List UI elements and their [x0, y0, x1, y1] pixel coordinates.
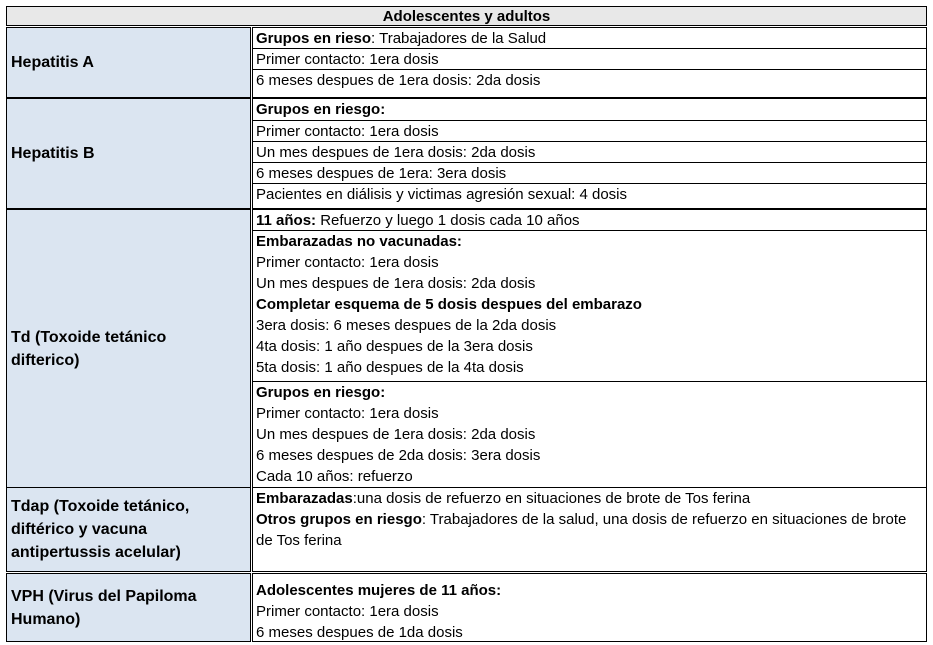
- vph-label-line-1: VPH (Virus del Papiloma: [11, 587, 197, 605]
- table-cell: [252, 27, 927, 49]
- cell-text: : Trabajadores de la salud, una dosis de refuerzo en situaciones de brote de Tos ferina: [256, 511, 907, 549]
- td-label-line-2: difterico): [11, 351, 80, 369]
- cell-heading: Grupos en riesgo:: [256, 384, 386, 401]
- cell-heading: Adolescentes mujeres de 11 años:: [256, 582, 502, 599]
- tdap-label-line-1: Tdap (Toxoide tetánico,: [11, 498, 190, 515]
- table-cell: [252, 69, 927, 98]
- table-cell: [252, 120, 927, 142]
- table-cell: [252, 209, 927, 231]
- row-label-hepatitis-a: [6, 27, 251, 98]
- table-cell: [252, 141, 927, 163]
- cell-heading: Completar esquema de 5 dosis despues del embarazo: [256, 296, 642, 313]
- cell-line: 6 meses despues de 2da dosis: 3era dosis: [256, 447, 541, 464]
- cell-line: Cada 10 años: refuerzo: [256, 468, 413, 485]
- cell-bold-text: Grupos en rieso: [256, 30, 372, 47]
- vph-label-line-2: Humano): [11, 610, 81, 628]
- cell-text: Un mes despues de 1era dosis: 2da dosis: [256, 144, 536, 161]
- cell-text: 6 meses despues de 1era: 3era dosis: [256, 165, 507, 182]
- cell-line: Un mes despues de 1era dosis: 2da dosis: [256, 426, 536, 443]
- table-header: Adolescentes y adultos: [6, 6, 927, 26]
- cell-line: Primer contacto: 1era dosis: [256, 603, 439, 620]
- td-label-line-1: Td (Toxoide tetánico: [11, 328, 167, 346]
- table-cell: [252, 162, 927, 184]
- table-cell: [252, 230, 927, 382]
- row-label-td: [6, 209, 251, 488]
- table-cell: [252, 487, 927, 572]
- cell-line: 4ta dosis: 1 año despues de la 3era dosis: [256, 338, 533, 355]
- table-cell: [252, 98, 927, 121]
- cell-text: Refuerzo y luego 1 dosis cada 10 años: [316, 212, 580, 229]
- table-cell: [252, 48, 927, 70]
- hepatitis-a-label: Hepatitis A: [11, 54, 94, 71]
- hepatitis-b-label: Hepatitis B: [11, 145, 95, 162]
- row-label-hepatitis-b: [6, 98, 251, 209]
- cell-text: Primer contacto: 1era dosis: [256, 123, 439, 140]
- cell-line: 5ta dosis: 1 año despues de la 4ta dosis: [256, 359, 524, 376]
- cell-line: 6 meses despues de 1da dosis: [256, 624, 463, 641]
- cell-bold-text: Embarazadas: [256, 490, 353, 507]
- cell-text: : Trabajadores de la Salud: [371, 30, 547, 47]
- cell-bold-text: Otros grupos en riesgo: [256, 511, 422, 528]
- row-label-tdap: [6, 487, 251, 572]
- cell-text: 6 meses despues de 1era dosis: 2da dosis: [256, 72, 541, 89]
- table-cell: [252, 573, 927, 642]
- cell-heading: Embarazadas no vacunadas:: [256, 233, 462, 250]
- row-label-vph: [6, 573, 251, 642]
- table-cell: [252, 183, 927, 209]
- cell-line: Primer contacto: 1era dosis: [256, 405, 439, 422]
- cell-text: Primer contacto: 1era dosis: [256, 51, 439, 68]
- tdap-label-line-3: antipertussis acelular): [11, 544, 181, 561]
- cell-line: Primer contacto: 1era dosis: [256, 254, 439, 271]
- cell-bold-text: Grupos en riesgo:: [256, 101, 386, 118]
- table-cell: [252, 381, 927, 488]
- cell-line: 3era dosis: 6 meses despues de la 2da dosis: [256, 317, 557, 334]
- cell-text: Pacientes en diálisis y victimas agresión sexual: 4 dosis: [256, 186, 628, 203]
- cell-line: Un mes despues de 1era dosis: 2da dosis: [256, 275, 536, 292]
- tdap-label-line-2: diftérico y vacuna: [11, 521, 148, 538]
- cell-bold-text: 11 años:: [256, 212, 317, 229]
- cell-text: :una dosis de refuerzo en situaciones de brote de Tos ferina: [352, 490, 751, 507]
